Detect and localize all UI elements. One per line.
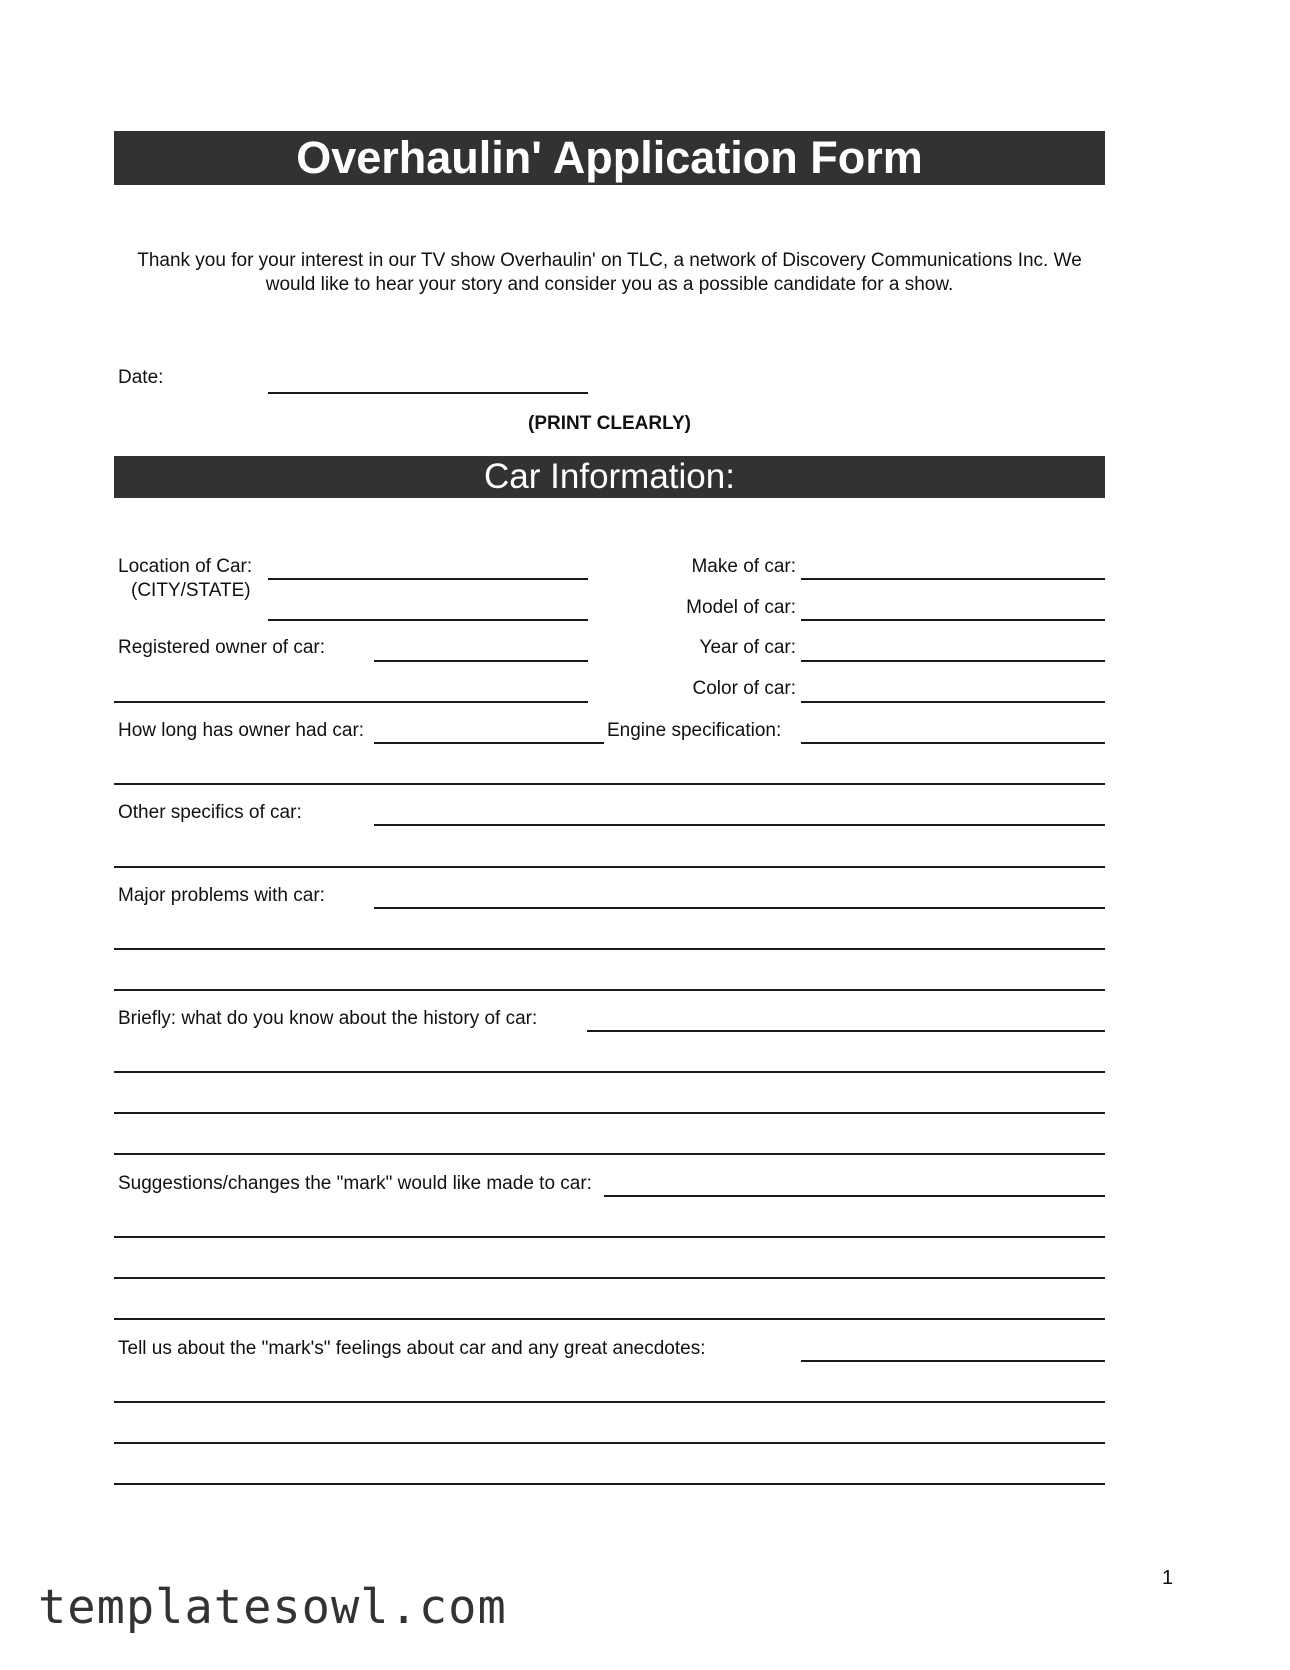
date-label: Date: bbox=[118, 367, 164, 388]
history-field-line-3[interactable] bbox=[114, 1112, 1105, 1114]
registered-owner-field[interactable] bbox=[374, 660, 588, 662]
color-field[interactable] bbox=[801, 701, 1105, 703]
print-clearly-note: (PRINT CLEARLY) bbox=[528, 413, 691, 434]
watermark: templatesowl.com bbox=[38, 1580, 507, 1635]
year-field[interactable] bbox=[801, 660, 1105, 662]
intro-text: Thank you for your interest in our TV show Overhaulin' on TLC, a network of Discovery Communications Inc. We would like to hear your story and consider you as a possible candidate for a show. bbox=[137, 250, 1082, 295]
history-field-line-4[interactable] bbox=[114, 1153, 1105, 1155]
registered-owner-field-line-2[interactable] bbox=[114, 701, 588, 703]
how-long-label: How long has owner had car: bbox=[118, 720, 365, 741]
make-field[interactable] bbox=[801, 578, 1105, 580]
other-specifics-field-line-2[interactable] bbox=[114, 866, 1105, 868]
feelings-field[interactable] bbox=[801, 1360, 1105, 1362]
major-problems-label: Major problems with car: bbox=[118, 885, 325, 906]
other-specifics-label: Other specifics of car: bbox=[118, 802, 302, 823]
year-label: Year of car: bbox=[699, 637, 796, 658]
registered-owner-label: Registered owner of car: bbox=[118, 637, 325, 658]
location-field-line-2[interactable] bbox=[268, 619, 588, 621]
section-title-car-information: Car Information: bbox=[114, 456, 1105, 498]
major-problems-field[interactable] bbox=[374, 907, 1105, 909]
feelings-field-line-3[interactable] bbox=[114, 1442, 1105, 1444]
color-label: Color of car: bbox=[692, 678, 796, 699]
history-field-line-2[interactable] bbox=[114, 1071, 1105, 1073]
engine-field[interactable] bbox=[801, 742, 1105, 744]
location-field-line-1[interactable] bbox=[268, 578, 588, 580]
date-field[interactable] bbox=[268, 392, 588, 394]
suggestions-field-line-3[interactable] bbox=[114, 1277, 1105, 1279]
suggestions-field[interactable] bbox=[604, 1195, 1105, 1197]
feelings-field-line-4[interactable] bbox=[114, 1483, 1105, 1485]
location-label: Location of Car: bbox=[118, 556, 253, 577]
suggestions-field-line-2[interactable] bbox=[114, 1236, 1105, 1238]
feelings-label: Tell us about the "mark's" feelings about car and any great anecdotes: bbox=[118, 1338, 706, 1359]
suggestions-field-line-4[interactable] bbox=[114, 1318, 1105, 1320]
feelings-field-line-2[interactable] bbox=[114, 1401, 1105, 1403]
page-number: 1 bbox=[1162, 1567, 1174, 1589]
other-specifics-field[interactable] bbox=[374, 824, 1105, 826]
form-title: Overhaulin' Application Form bbox=[114, 131, 1105, 185]
model-field[interactable] bbox=[801, 619, 1105, 621]
location-sublabel: (CITY/STATE) bbox=[131, 580, 251, 601]
model-label: Model of car: bbox=[686, 597, 796, 618]
make-label: Make of car: bbox=[691, 556, 796, 577]
engine-field-line-2[interactable] bbox=[114, 783, 1105, 785]
major-problems-field-line-3[interactable] bbox=[114, 989, 1105, 991]
history-label: Briefly: what do you know about the history of car: bbox=[118, 1008, 538, 1029]
suggestions-label: Suggestions/changes the "mark" would like made to car: bbox=[118, 1173, 592, 1194]
major-problems-field-line-2[interactable] bbox=[114, 948, 1105, 950]
engine-label: Engine specification: bbox=[607, 720, 782, 741]
how-long-field[interactable] bbox=[374, 742, 604, 744]
history-field[interactable] bbox=[587, 1030, 1105, 1032]
